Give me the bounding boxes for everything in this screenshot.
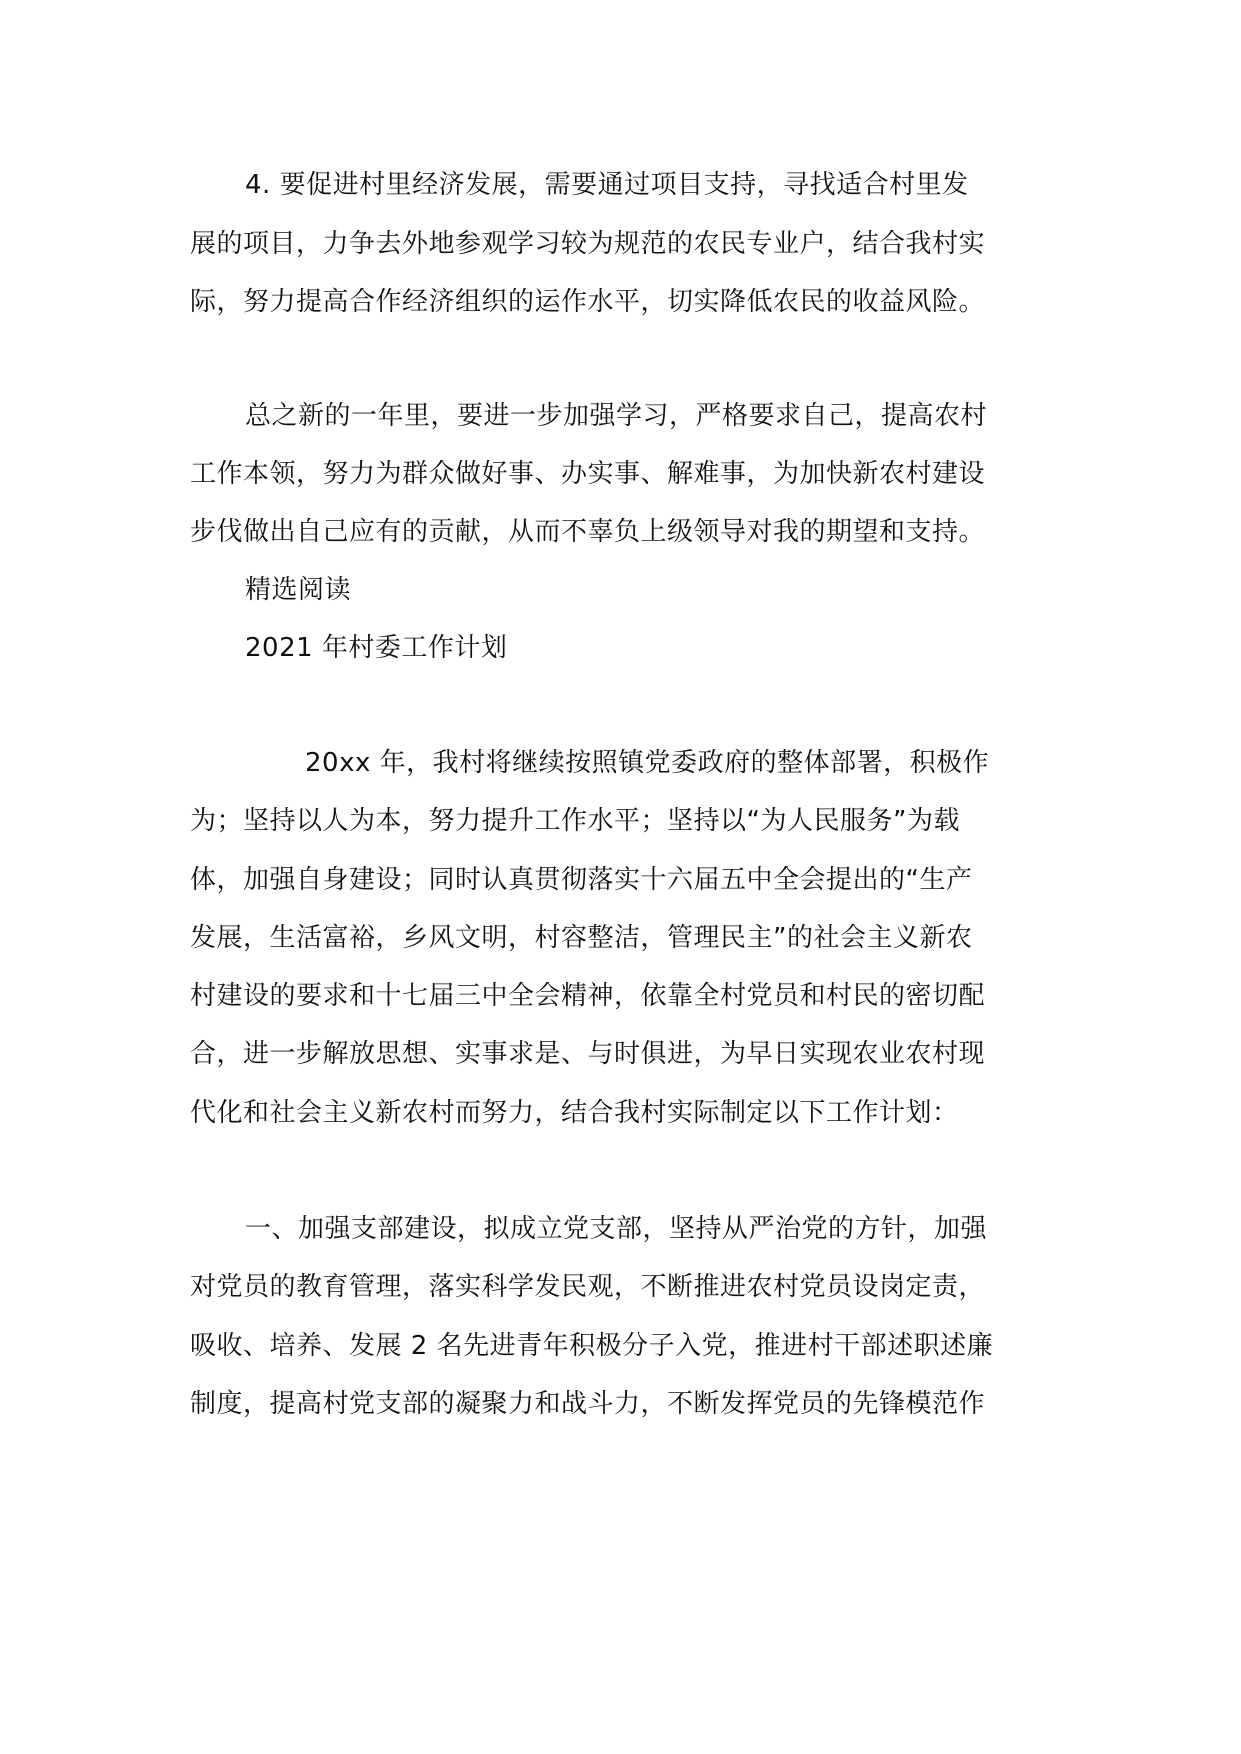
paragraph-4-line-3: 吸收、培养、发展 2 名先进青年积极分子入党，推进村干部述职述廉 (190, 1331, 994, 1361)
paragraph-3-line-7: 代化和社会主义新农村而努力，结合我村实际制定以下工作计划： (190, 1098, 959, 1128)
paragraph-1-line-3: 际，努力提高合作经济组织的运作水平，切实降低农民的收益风险。 (190, 287, 986, 317)
paragraph-3-line-5: 村建设的要求和十七届三中全会精神，依靠全村党员和村民的密切配 (190, 981, 986, 1011)
paragraph-3-line-1: 20xx 年，我村将继续按照镇党委政府的整体部署，积极作 (305, 748, 990, 778)
paragraph-2-line-1: 总之新的一年里，要进一步加强学习，严格要求自己，提高农村 (245, 401, 988, 431)
paragraph-2-line-3: 步伐做出自己应有的贡献，从而不辜负上级领导对我的期望和支持。 (190, 517, 986, 547)
paragraph-4-line-4: 制度，提高村党支部的凝聚力和战斗力，不断发挥党员的先锋模范作 (190, 1389, 986, 1419)
paragraph-1-line-2: 展的项目，力争去外地参观学习较为规范的农民专业户，结合我村实 (190, 229, 986, 259)
paragraph-3-line-3: 体，加强自身建设；同时认真贯彻落实十六届五中全会提出的“生产 (190, 865, 973, 895)
paragraph-4-line-2: 对党员的教育管理，落实科学发民观，不断推进农村党员设岗定责， (190, 1272, 986, 1302)
paragraph-1-line-1: 4. 要促进村里经济发展，需要通过项目支持，寻找适合村里发 (245, 170, 969, 200)
section-label: 精选阅读 (245, 575, 352, 605)
paragraph-3-line-2: 为；坚持以人为本，努力提升工作水平；坚持以“为人民服务”为载 (190, 806, 960, 836)
article-title: 2021 年村委工作计划 (245, 633, 508, 663)
paragraph-3-line-4: 发展，生活富裕，乡风文明，村容整洁，管理民主”的社会主义新农 (190, 923, 973, 953)
paragraph-4-line-1: 一、加强支部建设，拟成立党支部，坚持从严治党的方针，加强 (245, 1214, 988, 1244)
paragraph-2-line-2: 工作本领，努力为群众做好事、办实事、解难事，为加快新农村建设 (190, 459, 986, 489)
paragraph-3-line-6: 合，进一步解放思想、实事求是、与时俱进，为早日实现农业农村现 (190, 1039, 986, 1069)
